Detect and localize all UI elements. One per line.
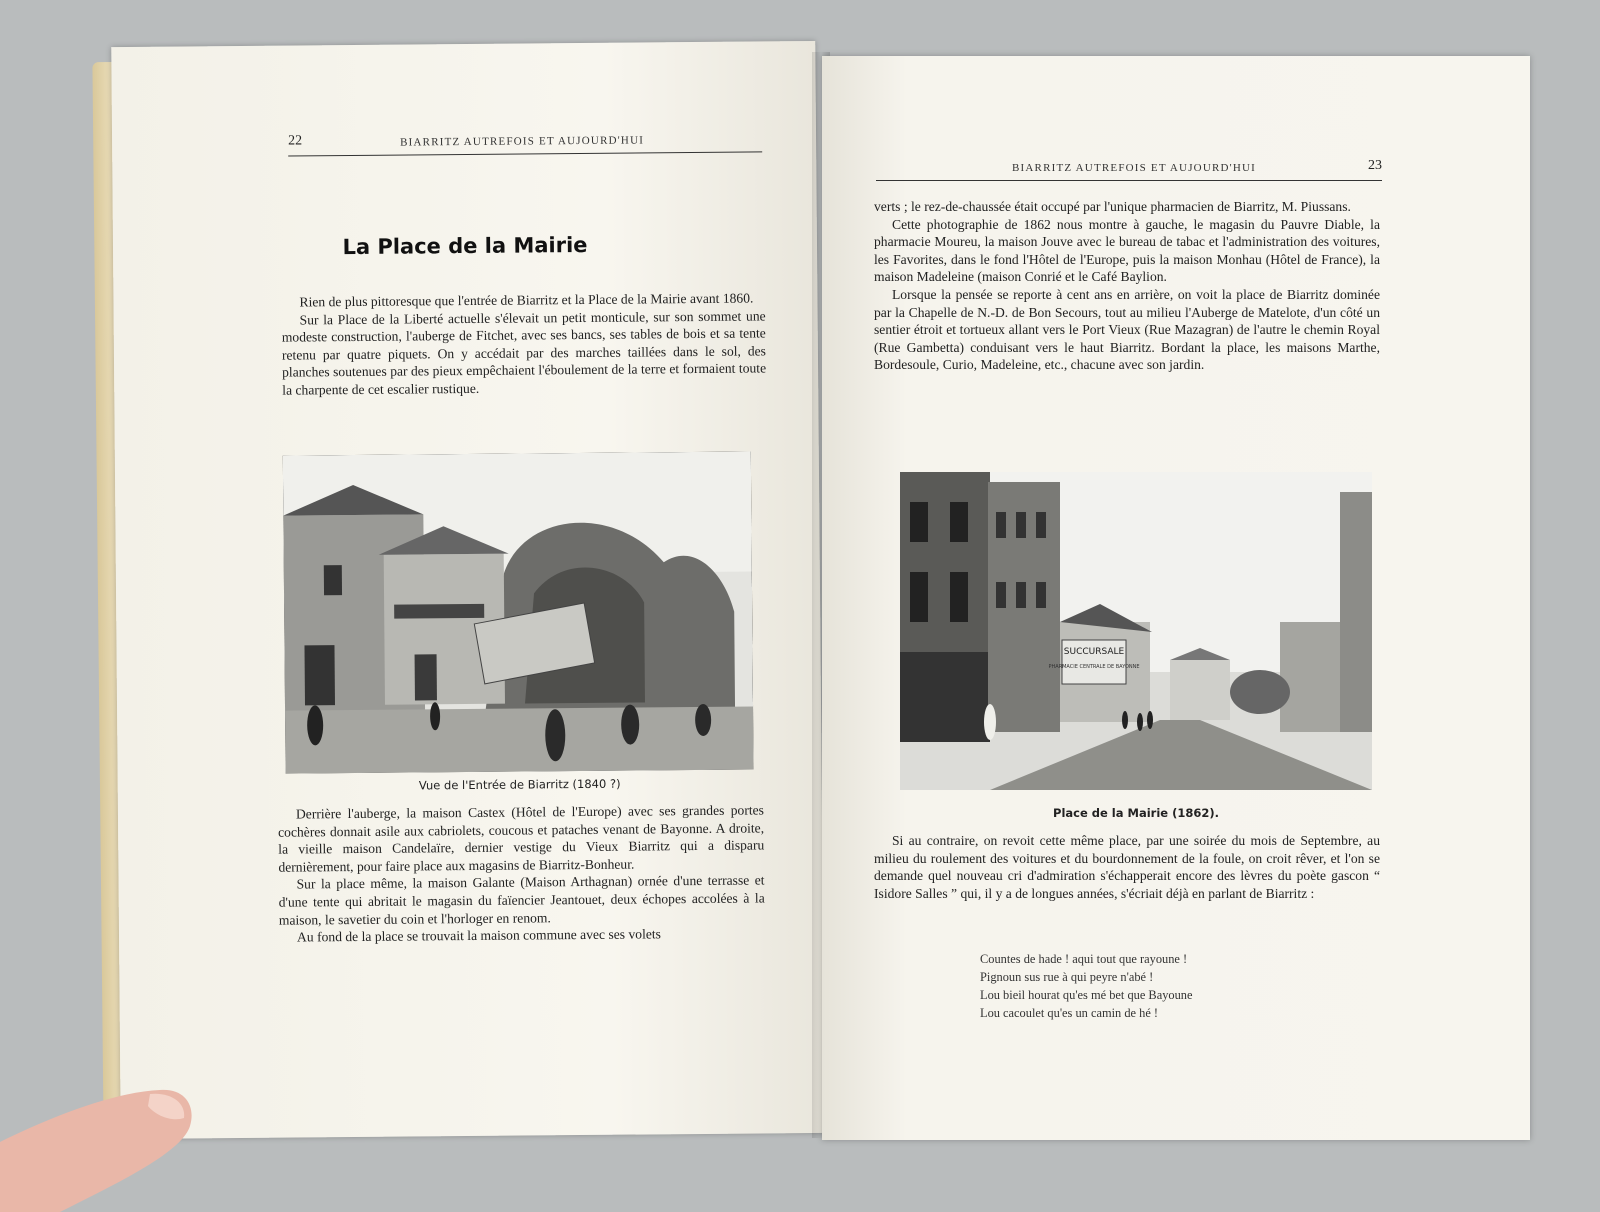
left-text-bottom bbox=[278, 801, 765, 946]
poem-line: Pignoun sus rue à qui peyre n'abé ! bbox=[980, 970, 1154, 984]
paragraph: verts ; le rez-de-chaussée était occupé par l'unique pharmacien de Biarritz, M. Piussans. bbox=[874, 199, 1351, 214]
paragraph: Sur la Place de la Liberté actuelle s'élevait un petit monticule, sur son sommet une modeste construction, l'auberge de Fitchet, avec ses bancs, ses tables de bois et sa tente retenu par quatre piquets. On y accédait par des marches taillées dans le sol, des planches soutenues par des pieux empêchaient l'éboulement de la terre et formaient toute la charpente de cet escalier rustique. bbox=[281, 307, 767, 398]
left-header-rule bbox=[288, 151, 762, 156]
engraving-image bbox=[283, 452, 754, 774]
paragraph: Derrière l'auberge, la maison Castex (Hôtel de l'Europe) avec ses grandes portes cochères donnait asile aux cabriolets, coucous et pataches venant de Bayonne. A droite, la vieille maison Candelaïre, dernier vestige du Vieux Biarritz qui a disparu dernièrement, pour faire place aux magasins de Biarritz-Bonheur. bbox=[278, 802, 765, 875]
paragraph: Au fond de la place se trouvait la maison commune avec ses volets bbox=[296, 926, 661, 945]
poem-line: Lou bieil hourat qu'es mé bet que Bayoune bbox=[980, 988, 1193, 1002]
right-header-rule bbox=[876, 180, 1382, 181]
paragraph: Cette photographie de 1862 nous montre à gauche, le magasin du Pauvre Diable, la pharmacie Moureu, la maison Jouve avec le bureau de tabac et l'administration des voitures, les Favorites, dans le fond l'Hôtel de l'Europe, puis la maison Monhau (Hôtel de France), la maison Madeleine (maison Conrié et le Café Baylion. bbox=[874, 216, 1380, 285]
paragraph: Lorsque la pensée se reporte à cent ans en arrière, on voit la place de Biarritz dominée par la Chapelle de N.-D. de Bon Secours, tout au milieu l'Auberge de Matelote, d'un côté un sentier étroit et tortueux allant vers le Port Vieux (Rue Mazagran) de l'autre le chemin Royal (Rue Gambetta) conduisant vers le haut Biarritz. Bordant la place, les maisons Marthe, Bordesoule, Curio, Madeleine, etc., chacune avec son jardin. bbox=[874, 286, 1380, 373]
left-running-head: BIARRITZ AUTREFOIS ET AUJOURD'HUI bbox=[400, 134, 645, 149]
right-page-number: 23 bbox=[1368, 158, 1382, 173]
paragraph: Rien de plus pittoresque que l'entrée de Biarritz et la Place de la Mairie avant 1860. bbox=[299, 290, 754, 310]
right-text-bottom bbox=[874, 832, 1380, 902]
gascon-poem bbox=[980, 950, 1192, 1022]
right-running-head: BIARRITZ AUTREFOIS ET AUJOURD'HUI bbox=[1012, 162, 1256, 174]
left-page bbox=[111, 41, 825, 1139]
engraving-caption: Vue de l'Entrée de Biarritz (1840 ?) bbox=[418, 776, 621, 793]
right-text-top bbox=[874, 198, 1380, 374]
engraving-illustration bbox=[283, 452, 754, 774]
left-page-number: 22 bbox=[288, 133, 303, 149]
poem-line: Lou cacoulet qu'es un camin de hé ! bbox=[980, 1006, 1159, 1020]
thumb-finger bbox=[0, 1082, 220, 1212]
photo-caption: Place de la Mairie (1862). bbox=[1053, 806, 1219, 820]
photo-sign-subtext: PHARMACIE CENTRALE DE BAYONNE bbox=[1048, 664, 1140, 670]
left-text-top bbox=[281, 289, 766, 399]
street-photo-illustration bbox=[900, 472, 1372, 790]
paragraph: Si au contraire, on revoit cette même place, par une soirée du mois de Septembre, au milieu du roulement des voitures et du bourdonnement de la foule, on croit rêver, et l'on se demande quel nouveau cri d'admiration s'échapperait encore des lèvres du poète gascon “ Isidore Salles ” qui, il y a de longues années, s'écriait déjà en parlant de Biarritz : bbox=[874, 833, 1380, 901]
street-photograph bbox=[900, 472, 1372, 790]
right-page bbox=[822, 56, 1530, 1140]
poem-line: Countes de hade ! aqui tout que rayoune ! bbox=[980, 952, 1188, 966]
paragraph: Sur la place même, la maison Galante (Maison Arthagnan) ornée d'une terrasse et d'une tente qui abritait le magasin du faïencier Jeantouet, deux échopes accolées à la maison, le savetier du coin et l'horloger en renom. bbox=[278, 872, 765, 928]
photo-sign-text: SUCCURSALE bbox=[1063, 647, 1125, 657]
page-title: La Place de la Mairie bbox=[342, 232, 588, 260]
